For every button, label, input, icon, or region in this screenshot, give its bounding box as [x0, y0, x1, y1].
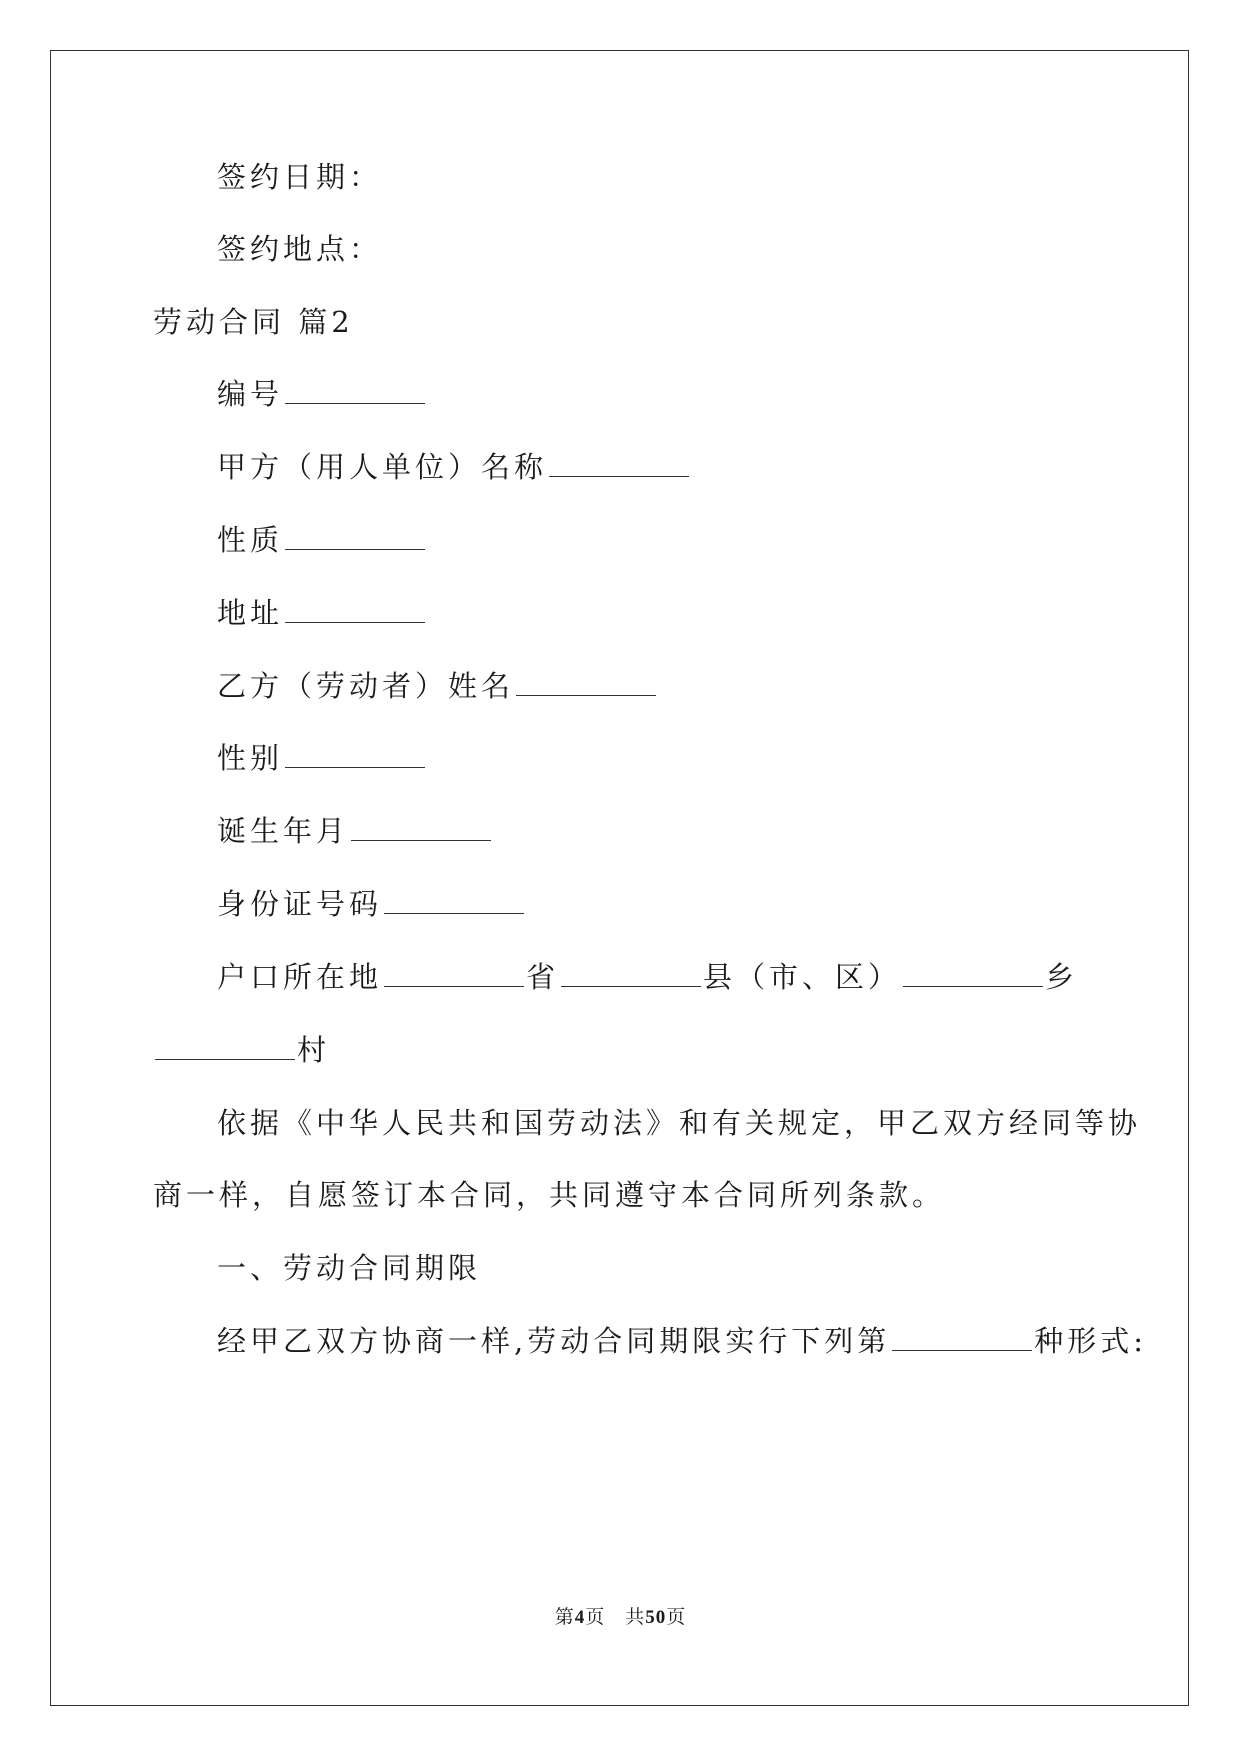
id-number-blank: [384, 885, 524, 914]
term-blank: [892, 1322, 1032, 1351]
hukou-blank-4: [155, 1031, 295, 1060]
number-label: 编号: [217, 377, 284, 411]
hukou-blank-3: [903, 958, 1043, 987]
nature-label: 性质: [217, 523, 284, 557]
hukou-village-field: [153, 1030, 330, 1070]
hukou-village-label: 村: [297, 1033, 331, 1067]
party-a-name-field: [217, 447, 691, 487]
birth-label: 诞生年月: [217, 814, 350, 848]
party-b-name-label: 乙方（劳动者）姓名: [217, 669, 515, 703]
footer-total-pages: 50: [645, 1607, 667, 1628]
address-label: 地址: [217, 596, 284, 630]
footer-page-number: 4: [574, 1607, 586, 1628]
hukou-county-label: 县（市、区）: [703, 960, 902, 994]
page-border: [50, 50, 1189, 1706]
number-field: [217, 374, 427, 414]
id-number-label: 身份证号码: [217, 887, 383, 921]
address-blank: [285, 594, 425, 623]
basis-paragraph-line-2: 商一样，自愿签订本合同，共同遵守本合同所列条款。: [153, 1178, 946, 1212]
party-b-name-field: [217, 666, 658, 706]
footer-suffix: 页: [666, 1606, 687, 1628]
gender-label: 性别: [217, 741, 284, 775]
footer-mid: 页 共: [585, 1606, 646, 1628]
term-text-suffix: 种形式:: [1034, 1324, 1148, 1358]
hukou-province-label: 省: [526, 960, 560, 994]
footer-prefix: 第: [554, 1606, 575, 1628]
hukou-blank-2: [561, 958, 701, 987]
party-a-name-label: 甲方（用人单位）名称: [217, 450, 548, 484]
term-text: [217, 1321, 1147, 1361]
term-text-label: 经甲乙双方协商一样,劳动合同期限实行下列第: [217, 1324, 891, 1358]
hukou-field: [217, 957, 1078, 997]
birth-field: [217, 811, 493, 851]
nature-field: [217, 520, 427, 560]
sign-place-label: 签约地点：: [217, 232, 383, 266]
sign-date-label: 签约日期：: [217, 160, 383, 194]
gender-blank: [285, 739, 425, 768]
party-a-name-blank: [549, 448, 689, 477]
section-title: 劳动合同 篇2: [153, 305, 354, 339]
nature-blank: [285, 521, 425, 550]
basis-paragraph-line-1: 依据《中华人民共和国劳动法》和有关规定，甲乙双方经同等协: [217, 1106, 1142, 1140]
page-footer: [0, 1602, 1241, 1629]
term-heading: 一、劳动合同期限: [217, 1251, 482, 1285]
birth-blank: [351, 812, 491, 841]
hukou-blank-1: [384, 958, 524, 987]
party-b-name-blank: [516, 667, 656, 696]
hukou-town-label: 乡: [1045, 960, 1079, 994]
address-field: [217, 593, 427, 633]
id-number-field: [217, 884, 526, 924]
number-blank: [285, 375, 425, 404]
gender-field: [217, 738, 427, 778]
hukou-label: 户口所在地: [217, 960, 383, 994]
